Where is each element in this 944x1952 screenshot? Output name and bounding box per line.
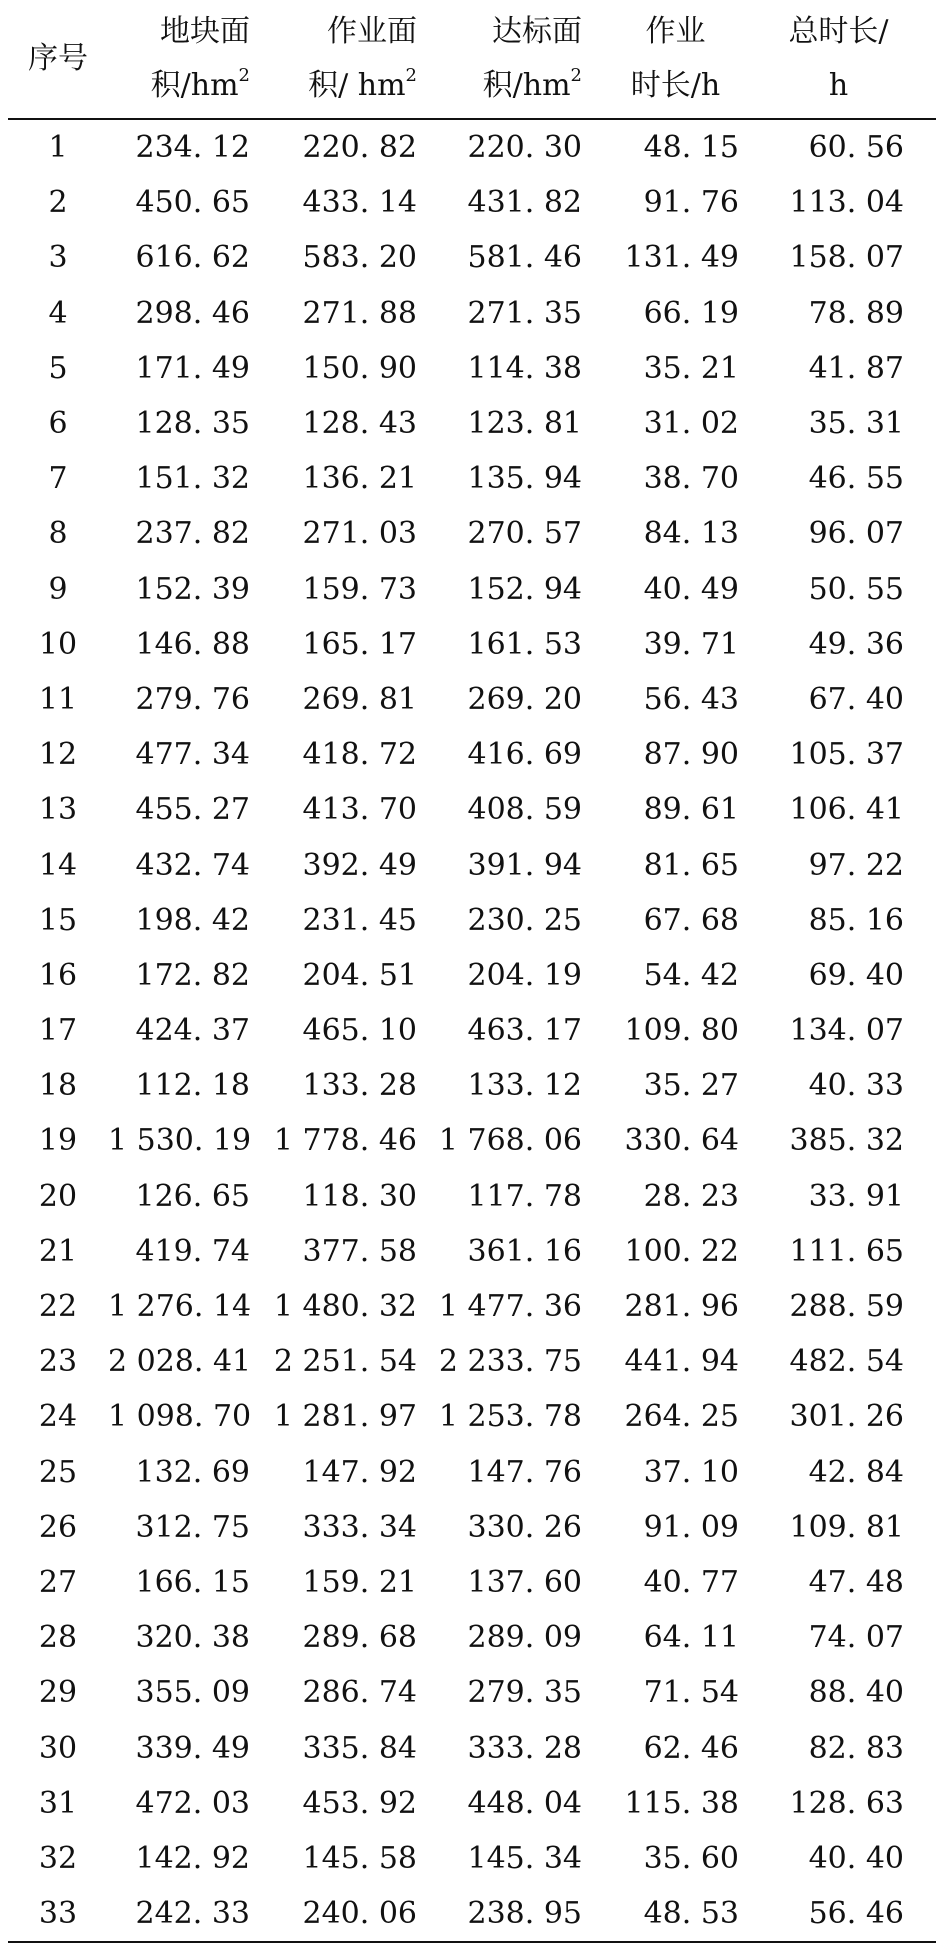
table-row bbox=[8, 1224, 936, 1279]
table-row bbox=[8, 782, 936, 837]
qualified-area-cell: 330. 26 bbox=[467, 1509, 582, 1545]
table-row bbox=[8, 1500, 936, 1555]
total-duration-cell: 50. 55 bbox=[808, 571, 904, 607]
row-index: 15 bbox=[38, 902, 78, 938]
work-duration-cell: 35. 21 bbox=[643, 350, 739, 386]
total-duration-cell: 60. 56 bbox=[808, 130, 904, 166]
total-duration-cell: 105. 37 bbox=[789, 737, 904, 773]
work-area-cell: 159. 73 bbox=[302, 571, 417, 607]
work-area-cell: 133. 28 bbox=[302, 1068, 417, 1104]
table-row bbox=[8, 1886, 936, 1941]
table-row bbox=[8, 175, 936, 230]
qualified-area-cell: 123. 81 bbox=[467, 406, 582, 442]
work-duration-cell: 35. 27 bbox=[643, 1068, 739, 1104]
row-index: 26 bbox=[38, 1509, 78, 1545]
table-row bbox=[8, 341, 936, 396]
plot-area-cell: 1 098. 70 bbox=[108, 1399, 252, 1435]
total-duration-cell: 33. 91 bbox=[808, 1178, 904, 1214]
total-duration-cell: 42. 84 bbox=[808, 1454, 904, 1490]
work-area-cell: 1 778. 46 bbox=[273, 1123, 417, 1159]
work-area-cell: 231. 45 bbox=[302, 902, 417, 938]
plot-area-cell: 1 276. 14 bbox=[108, 1289, 252, 1325]
work-area-cell: 118. 30 bbox=[302, 1178, 417, 1214]
qualified-area-cell: 135. 94 bbox=[467, 461, 582, 497]
table-row bbox=[8, 451, 936, 506]
row-index: 10 bbox=[38, 626, 78, 662]
work-duration-cell: 91. 09 bbox=[643, 1509, 739, 1545]
work-area-cell: 159. 21 bbox=[302, 1564, 417, 1600]
table-row bbox=[8, 1665, 936, 1720]
row-index: 11 bbox=[38, 681, 78, 717]
work-duration-cell: 441. 94 bbox=[624, 1344, 739, 1380]
plot-area-cell: 146. 88 bbox=[135, 626, 250, 662]
plot-area-cell: 237. 82 bbox=[135, 516, 250, 552]
work-duration-cell: 40. 49 bbox=[643, 571, 739, 607]
qualified-area-cell: 137. 60 bbox=[467, 1564, 582, 1600]
header-work-duration bbox=[582, 0, 739, 118]
total-duration-cell: 301. 26 bbox=[789, 1399, 904, 1435]
table-row bbox=[8, 286, 936, 341]
header-index bbox=[8, 0, 108, 118]
qualified-area-cell: 1 768. 06 bbox=[438, 1123, 582, 1159]
plot-area-cell: 432. 74 bbox=[135, 847, 250, 883]
work-duration-cell: 54. 42 bbox=[643, 957, 739, 993]
work-area-cell: 271. 88 bbox=[302, 295, 417, 331]
total-duration-cell: 69. 40 bbox=[808, 957, 904, 993]
total-duration-cell: 49. 36 bbox=[808, 626, 904, 662]
total-duration-cell: 482. 54 bbox=[789, 1344, 904, 1380]
header-plot-area-line2: 积$/hm^2$ bbox=[150, 65, 250, 103]
row-index: 19 bbox=[38, 1123, 78, 1159]
table-row bbox=[8, 396, 936, 451]
work-area-cell: 392. 49 bbox=[302, 847, 417, 883]
total-duration-cell: 40. 33 bbox=[808, 1068, 904, 1104]
qualified-area-cell: 279. 35 bbox=[467, 1675, 582, 1711]
row-index: 22 bbox=[38, 1289, 78, 1325]
table-row bbox=[8, 1058, 936, 1113]
row-index: 2 bbox=[48, 185, 68, 221]
qualified-area-cell: 230. 25 bbox=[467, 902, 582, 938]
table-row bbox=[8, 1610, 936, 1665]
plot-area-cell: 128. 35 bbox=[135, 406, 250, 442]
qualified-area-cell: 270. 57 bbox=[467, 516, 582, 552]
work-area-cell: 453. 92 bbox=[302, 1785, 417, 1821]
plot-area-cell: 198. 42 bbox=[135, 902, 250, 938]
work-duration-cell: 91. 76 bbox=[643, 185, 739, 221]
header-work-area-line2: 积/ $hm^2$ bbox=[308, 65, 417, 103]
work-duration-cell: 89. 61 bbox=[643, 792, 739, 828]
work-area-cell: 240. 06 bbox=[302, 1896, 417, 1932]
work-duration-cell: 81. 65 bbox=[643, 847, 739, 883]
total-duration-cell: 40. 40 bbox=[808, 1840, 904, 1876]
header-plot-area-line1: 地块面 bbox=[160, 14, 250, 49]
total-duration-cell: 158. 07 bbox=[789, 240, 904, 276]
plot-area-cell: 151. 32 bbox=[135, 461, 250, 497]
total-duration-cell: 128. 63 bbox=[789, 1785, 904, 1821]
qualified-area-cell: 220. 30 bbox=[467, 130, 582, 166]
table-row bbox=[8, 1831, 936, 1886]
plot-area-cell: 419. 74 bbox=[135, 1233, 250, 1269]
row-index: 13 bbox=[38, 792, 78, 828]
row-index: 5 bbox=[48, 350, 68, 386]
qualified-area-cell: 1 477. 36 bbox=[438, 1289, 582, 1325]
table-row bbox=[8, 1003, 936, 1058]
work-area-cell: 204. 51 bbox=[302, 957, 417, 993]
bottom-rule bbox=[8, 1941, 936, 1943]
total-duration-cell: 385. 32 bbox=[789, 1123, 904, 1159]
plot-area-cell: 616. 62 bbox=[135, 240, 250, 276]
work-duration-cell: 31. 02 bbox=[643, 406, 739, 442]
plot-area-cell: 455. 27 bbox=[135, 792, 250, 828]
table-row bbox=[8, 672, 936, 727]
qualified-area-cell: 161. 53 bbox=[467, 626, 582, 662]
work-area-cell: 335. 84 bbox=[302, 1730, 417, 1766]
work-area-cell: 145. 58 bbox=[302, 1840, 417, 1876]
table-row bbox=[8, 727, 936, 782]
table-row bbox=[8, 1776, 936, 1831]
qualified-area-cell: 204. 19 bbox=[467, 957, 582, 993]
plot-area-cell: 112. 18 bbox=[135, 1068, 250, 1104]
row-index: 29 bbox=[38, 1675, 78, 1711]
work-area-cell: 289. 68 bbox=[302, 1620, 417, 1656]
total-duration-cell: 134. 07 bbox=[789, 1013, 904, 1049]
qualified-area-cell: 408. 59 bbox=[467, 792, 582, 828]
work-duration-cell: 71. 54 bbox=[643, 1675, 739, 1711]
row-index: 3 bbox=[48, 240, 68, 276]
table-row bbox=[8, 948, 936, 1003]
row-index: 9 bbox=[48, 571, 68, 607]
work-area-cell: 165. 17 bbox=[302, 626, 417, 662]
total-duration-cell: 46. 55 bbox=[808, 461, 904, 497]
table-row bbox=[8, 1389, 936, 1444]
work-area-cell: 128. 43 bbox=[302, 406, 417, 442]
work-area-cell: 271. 03 bbox=[302, 516, 417, 552]
table-row bbox=[8, 1720, 936, 1775]
qualified-area-cell: 2 233. 75 bbox=[438, 1344, 582, 1380]
plot-area-cell: 472. 03 bbox=[135, 1785, 250, 1821]
row-index: 25 bbox=[38, 1454, 78, 1490]
work-duration-cell: 48. 15 bbox=[643, 130, 739, 166]
total-duration-cell: 35. 31 bbox=[808, 406, 904, 442]
table-row bbox=[8, 893, 936, 948]
row-index: 31 bbox=[38, 1785, 78, 1821]
row-index: 6 bbox=[48, 406, 68, 442]
work-duration-cell: 64. 11 bbox=[643, 1620, 739, 1656]
plot-area-cell: 152. 39 bbox=[135, 571, 250, 607]
qualified-area-cell: 431. 82 bbox=[467, 185, 582, 221]
row-index: 27 bbox=[38, 1564, 78, 1600]
plot-area-cell: 242. 33 bbox=[135, 1896, 250, 1932]
row-index: 7 bbox=[48, 461, 68, 497]
header-qualified-area-line2: 积$/hm^2$ bbox=[482, 65, 582, 103]
qualified-area-cell: 147. 76 bbox=[467, 1454, 582, 1490]
work-duration-cell: 66. 19 bbox=[643, 295, 739, 331]
work-duration-cell: 28. 23 bbox=[643, 1178, 739, 1214]
plot-area-cell: 142. 92 bbox=[135, 1840, 250, 1876]
plot-area-cell: 172. 82 bbox=[135, 957, 250, 993]
header-work-duration-line2: 时长/h bbox=[630, 68, 721, 103]
plot-area-cell: 312. 75 bbox=[135, 1509, 250, 1545]
header-work-duration-line1: 作业 bbox=[645, 14, 706, 49]
total-duration-cell: 113. 04 bbox=[789, 185, 904, 221]
work-area-cell: 413. 70 bbox=[302, 792, 417, 828]
work-duration-cell: 39. 71 bbox=[643, 626, 739, 662]
plot-area-cell: 320. 38 bbox=[135, 1620, 250, 1656]
table-row bbox=[8, 562, 936, 617]
row-index: 20 bbox=[38, 1178, 78, 1214]
work-duration-cell: 35. 60 bbox=[643, 1840, 739, 1876]
row-index: 21 bbox=[38, 1233, 78, 1269]
header-work-area bbox=[250, 0, 417, 118]
table-row bbox=[8, 230, 936, 285]
qualified-area-cell: 271. 35 bbox=[467, 295, 582, 331]
work-duration-cell: 109. 80 bbox=[624, 1013, 739, 1049]
row-index: 30 bbox=[38, 1730, 78, 1766]
qualified-area-cell: 238. 95 bbox=[467, 1896, 582, 1932]
plot-area-cell: 126. 65 bbox=[135, 1178, 250, 1214]
plot-area-cell: 279. 76 bbox=[135, 681, 250, 717]
header-total-duration-line2: h bbox=[828, 68, 849, 103]
work-area-cell: 418. 72 bbox=[302, 737, 417, 773]
table-row bbox=[8, 506, 936, 561]
total-duration-cell: 111. 65 bbox=[789, 1233, 904, 1269]
total-duration-cell: 74. 07 bbox=[808, 1620, 904, 1656]
work-area-cell: 220. 82 bbox=[302, 130, 417, 166]
table-row bbox=[8, 1555, 936, 1610]
total-duration-cell: 85. 16 bbox=[808, 902, 904, 938]
row-index: 16 bbox=[38, 957, 78, 993]
work-duration-cell: 62. 46 bbox=[643, 1730, 739, 1766]
header-total-duration-line1: 总时长/ bbox=[788, 14, 889, 49]
row-index: 4 bbox=[48, 295, 68, 331]
table-row bbox=[8, 1334, 936, 1389]
work-area-cell: 377. 58 bbox=[302, 1233, 417, 1269]
plot-area-cell: 171. 49 bbox=[135, 350, 250, 386]
work-area-cell: 1 480. 32 bbox=[273, 1289, 417, 1325]
work-duration-cell: 330. 64 bbox=[624, 1123, 739, 1159]
total-duration-cell: 82. 83 bbox=[808, 1730, 904, 1766]
work-area-cell: 150. 90 bbox=[302, 350, 417, 386]
total-duration-cell: 78. 89 bbox=[808, 295, 904, 331]
header-work-area-line1: 作业面 bbox=[327, 14, 417, 49]
table-row bbox=[8, 1445, 936, 1500]
qualified-area-cell: 463. 17 bbox=[467, 1013, 582, 1049]
row-index: 33 bbox=[38, 1896, 78, 1932]
plot-area-cell: 477. 34 bbox=[135, 737, 250, 773]
work-duration-cell: 48. 53 bbox=[643, 1896, 739, 1932]
qualified-area-cell: 117. 78 bbox=[467, 1178, 582, 1214]
header-index-label: 序号 bbox=[28, 41, 88, 76]
table-row bbox=[8, 1113, 936, 1168]
row-index: 28 bbox=[38, 1620, 78, 1656]
header-plot-area bbox=[108, 0, 250, 118]
qualified-area-cell: 391. 94 bbox=[467, 847, 582, 883]
work-area-cell: 1 281. 97 bbox=[273, 1399, 417, 1435]
total-duration-cell: 41. 87 bbox=[808, 350, 904, 386]
table-row bbox=[8, 1169, 936, 1224]
row-index: 17 bbox=[38, 1013, 78, 1049]
work-area-cell: 269. 81 bbox=[302, 681, 417, 717]
work-area-cell: 465. 10 bbox=[302, 1013, 417, 1049]
qualified-area-cell: 289. 09 bbox=[467, 1620, 582, 1656]
row-index: 14 bbox=[38, 847, 78, 883]
total-duration-cell: 96. 07 bbox=[808, 516, 904, 552]
plot-area-cell: 424. 37 bbox=[135, 1013, 250, 1049]
row-index: 23 bbox=[38, 1344, 78, 1380]
total-duration-cell: 106. 41 bbox=[789, 792, 904, 828]
work-area-cell: 583. 20 bbox=[302, 240, 417, 276]
row-index: 12 bbox=[38, 737, 78, 773]
plot-area-cell: 166. 15 bbox=[135, 1564, 250, 1600]
plot-area-cell: 450. 65 bbox=[135, 185, 250, 221]
total-duration-cell: 97. 22 bbox=[808, 847, 904, 883]
qualified-area-cell: 448. 04 bbox=[467, 1785, 582, 1821]
total-duration-cell: 88. 40 bbox=[808, 1675, 904, 1711]
work-duration-cell: 281. 96 bbox=[624, 1289, 739, 1325]
work-duration-cell: 100. 22 bbox=[624, 1233, 739, 1269]
table-body bbox=[8, 120, 936, 1941]
work-duration-cell: 264. 25 bbox=[624, 1399, 739, 1435]
table-row bbox=[8, 617, 936, 672]
plot-area-cell: 234. 12 bbox=[135, 130, 250, 166]
work-duration-cell: 84. 13 bbox=[643, 516, 739, 552]
qualified-area-cell: 114. 38 bbox=[467, 350, 582, 386]
qualified-area-cell: 416. 69 bbox=[467, 737, 582, 773]
work-duration-cell: 38. 70 bbox=[643, 461, 739, 497]
plot-area-cell: 1 530. 19 bbox=[108, 1123, 252, 1159]
work-area-cell: 147. 92 bbox=[302, 1454, 417, 1490]
table-row bbox=[8, 837, 936, 892]
work-area-cell: 333. 34 bbox=[302, 1509, 417, 1545]
qualified-area-cell: 133. 12 bbox=[467, 1068, 582, 1104]
work-duration-cell: 67. 68 bbox=[643, 902, 739, 938]
plot-area-cell: 132. 69 bbox=[135, 1454, 250, 1490]
total-duration-cell: 288. 59 bbox=[789, 1289, 904, 1325]
qualified-area-cell: 333. 28 bbox=[467, 1730, 582, 1766]
total-duration-cell: 47. 48 bbox=[808, 1564, 904, 1600]
work-duration-cell: 131. 49 bbox=[624, 240, 739, 276]
qualified-area-cell: 1 253. 78 bbox=[438, 1399, 582, 1435]
plot-area-cell: 2 028. 41 bbox=[108, 1344, 252, 1380]
work-duration-cell: 87. 90 bbox=[643, 737, 739, 773]
work-area-cell: 286. 74 bbox=[302, 1675, 417, 1711]
work-duration-cell: 115. 38 bbox=[624, 1785, 739, 1821]
total-duration-cell: 109. 81 bbox=[789, 1509, 904, 1545]
work-duration-cell: 56. 43 bbox=[643, 681, 739, 717]
qualified-area-cell: 361. 16 bbox=[467, 1233, 582, 1269]
work-area-cell: 2 251. 54 bbox=[273, 1344, 417, 1380]
total-duration-cell: 67. 40 bbox=[808, 681, 904, 717]
row-index: 1 bbox=[48, 130, 68, 166]
qualified-area-cell: 152. 94 bbox=[467, 571, 582, 607]
table-row bbox=[8, 120, 936, 175]
work-area-cell: 136. 21 bbox=[302, 461, 417, 497]
plot-area-cell: 339. 49 bbox=[135, 1730, 250, 1766]
data-table bbox=[8, 0, 936, 1943]
qualified-area-cell: 581. 46 bbox=[467, 240, 582, 276]
qualified-area-cell: 269. 20 bbox=[467, 681, 582, 717]
header-qualified-area bbox=[417, 0, 582, 118]
header-total-duration bbox=[739, 0, 904, 118]
row-index: 18 bbox=[38, 1068, 78, 1104]
table-row bbox=[8, 1279, 936, 1334]
row-index: 8 bbox=[48, 516, 68, 552]
table-header bbox=[8, 0, 936, 118]
total-duration-cell: 56. 46 bbox=[808, 1896, 904, 1932]
work-area-cell: 433. 14 bbox=[302, 185, 417, 221]
work-duration-cell: 37. 10 bbox=[643, 1454, 739, 1490]
row-index: 24 bbox=[38, 1399, 78, 1435]
row-index: 32 bbox=[38, 1840, 78, 1876]
work-duration-cell: 40. 77 bbox=[643, 1564, 739, 1600]
plot-area-cell: 298. 46 bbox=[135, 295, 250, 331]
plot-area-cell: 355. 09 bbox=[135, 1675, 250, 1711]
header-qualified-area-line1: 达标面 bbox=[492, 14, 582, 49]
qualified-area-cell: 145. 34 bbox=[467, 1840, 582, 1876]
